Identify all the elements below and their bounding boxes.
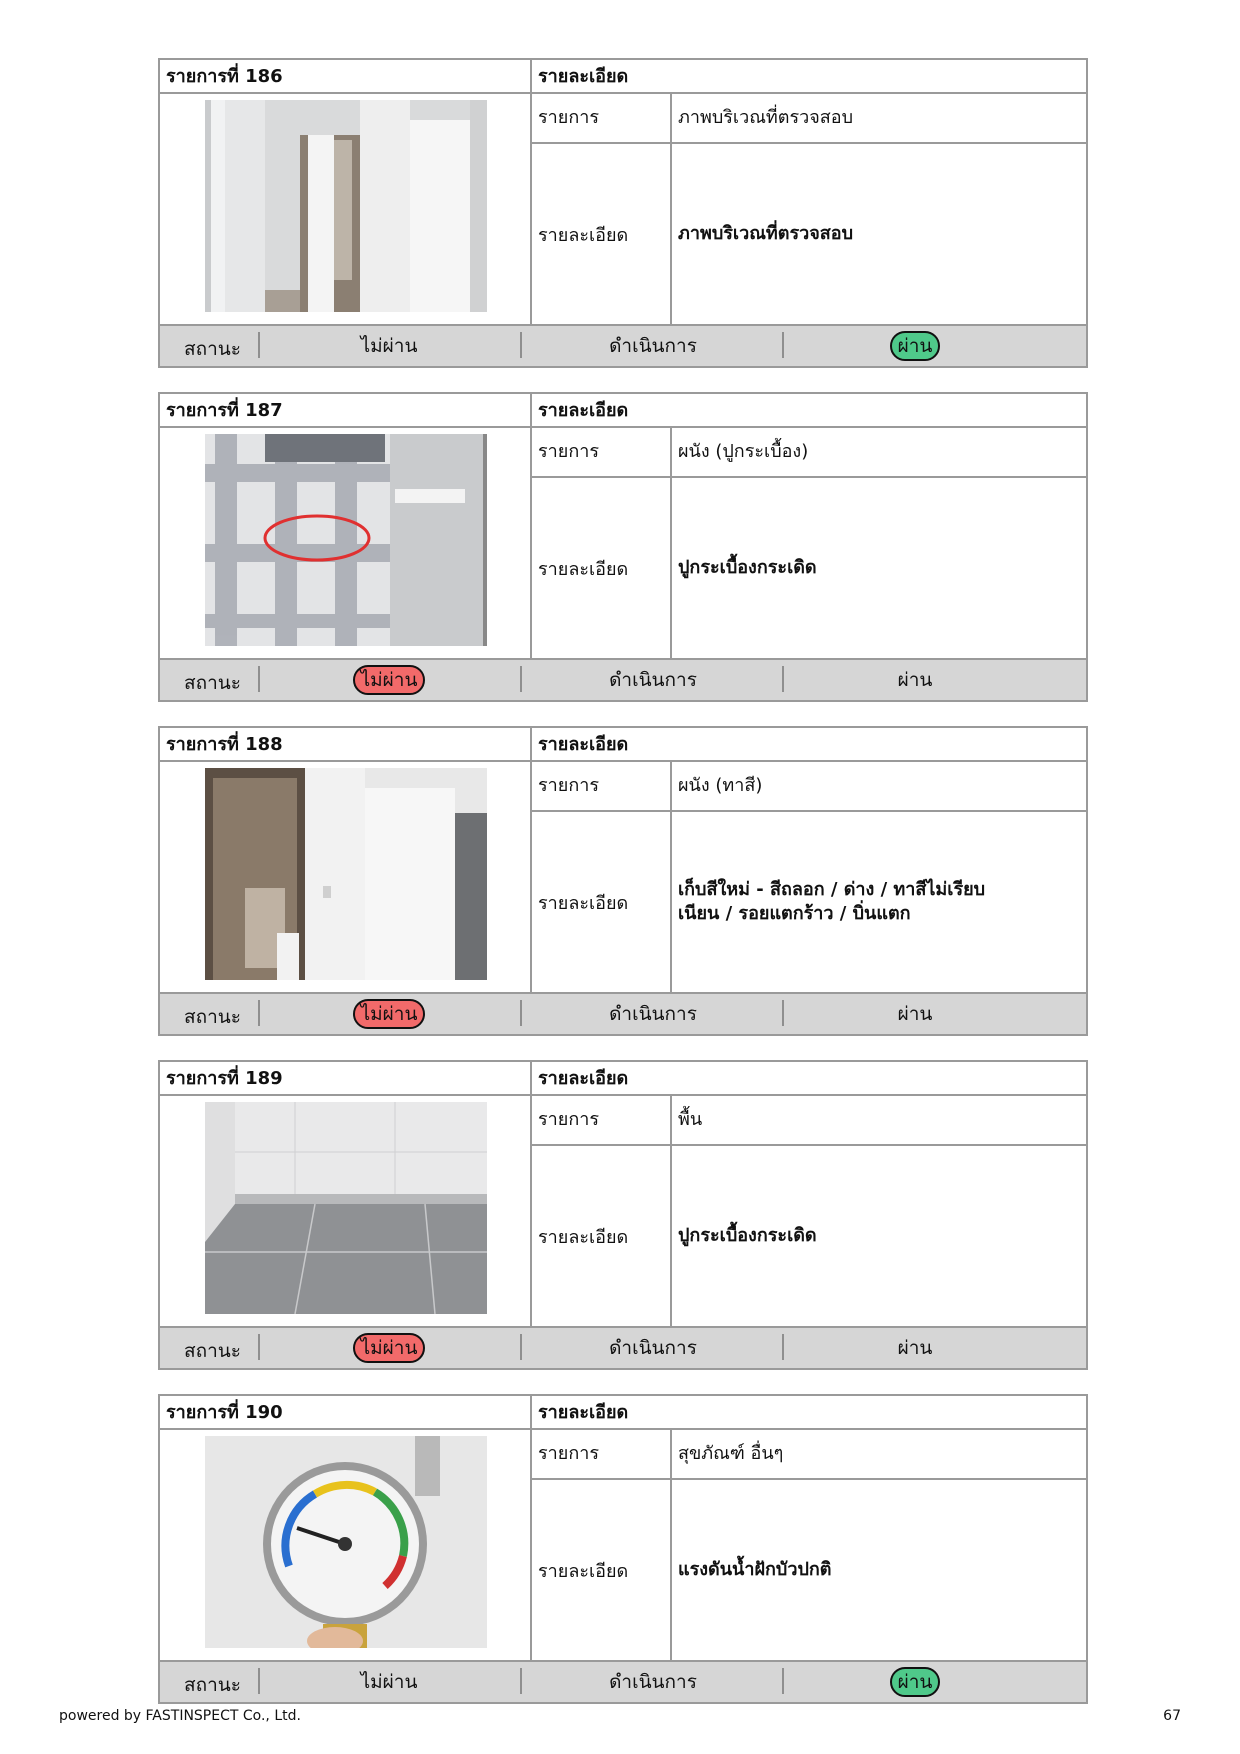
detail-value: เก็บสีใหม่ - สีถลอก / ด่าง / ทาสีไม่เรียบเนียน / รอยแตกร้าว / บิ่นแตก [678, 879, 986, 924]
detail-header: รายละเอียด [532, 60, 1086, 94]
status-in-progress-option[interactable]: ดำเนินการ [609, 1671, 697, 1693]
status-label: สถานะ [184, 1674, 241, 1696]
detail-value: ปูกระเบื้องกระเดิด [678, 557, 817, 578]
status-bar [160, 1660, 1086, 1702]
detail-label: รายละเอียด [532, 478, 672, 658]
status-pass-option[interactable] [784, 1662, 1046, 1702]
status-selected-pass: ผ่าน [890, 1667, 941, 1697]
item-value: พื้น [672, 1096, 1086, 1146]
item-title: รายการที่ 187 [160, 394, 532, 428]
detail-header: รายละเอียด [532, 728, 1086, 762]
inspection-photo[interactable] [205, 768, 487, 980]
item-value: สุขภัณฑ์ อื่นๆ [672, 1430, 1086, 1480]
photo-cell [160, 762, 532, 992]
inspection-card-186 [158, 58, 1088, 368]
status-fail-option[interactable] [258, 660, 520, 700]
status-in-progress-option[interactable]: ดำเนินการ [609, 335, 697, 357]
detail-label: รายละเอียด [532, 1480, 672, 1660]
item-title: รายการที่ 188 [160, 728, 532, 762]
status-in-progress-option[interactable]: ดำเนินการ [609, 669, 697, 691]
status-fail-option[interactable]: ไม่ผ่าน [360, 335, 418, 357]
status-label: สถานะ [184, 672, 241, 694]
item-value: ผนัง (ปูกระเบื้อง) [672, 428, 1086, 478]
detail-header: รายละเอียด [532, 394, 1086, 428]
item-value: ผนัง (ทาสี) [672, 762, 1086, 812]
item-label: รายการ [532, 1096, 672, 1146]
status-selected-fail: ไม่ผ่าน [353, 999, 426, 1029]
status-selected-fail: ไม่ผ่าน [353, 665, 426, 695]
status-bar [160, 658, 1086, 700]
page-number: 67 [1163, 1708, 1181, 1724]
status-pass-option[interactable]: ผ่าน [897, 1003, 933, 1025]
detail-value: ปูกระเบื้องกระเดิด [678, 1225, 817, 1246]
detail-label: รายละเอียด [532, 144, 672, 324]
item-title: รายการที่ 186 [160, 60, 532, 94]
inspection-photo[interactable] [205, 1436, 487, 1648]
status-fail-option[interactable]: ไม่ผ่าน [360, 1671, 418, 1693]
status-selected-pass: ผ่าน [890, 331, 941, 361]
status-in-progress-option[interactable]: ดำเนินการ [609, 1337, 697, 1359]
status-fail-option[interactable] [258, 1328, 520, 1368]
item-title: รายการที่ 189 [160, 1062, 532, 1096]
status-bar [160, 324, 1086, 366]
inspection-photo[interactable] [205, 434, 487, 646]
item-label: รายการ [532, 94, 672, 144]
inspection-card-190 [158, 1394, 1088, 1704]
detail-value: แรงดันน้ำฝักบัวปกติ [678, 1559, 832, 1580]
status-pass-option[interactable]: ผ่าน [897, 1337, 933, 1359]
inspection-card-187 [158, 392, 1088, 702]
status-label: สถานะ [184, 1006, 241, 1028]
status-label: สถานะ [184, 1340, 241, 1362]
status-in-progress-option[interactable]: ดำเนินการ [609, 1003, 697, 1025]
item-label: รายการ [532, 1430, 672, 1480]
inspection-photo[interactable] [205, 1102, 487, 1314]
item-title: รายการที่ 190 [160, 1396, 532, 1430]
photo-cell [160, 1430, 532, 1660]
footer-powered-by: powered by FASTINSPECT Co., Ltd. [59, 1708, 301, 1724]
item-value: ภาพบริเวณที่ตรวจสอบ [672, 94, 1086, 144]
inspection-card-188 [158, 726, 1088, 1036]
photo-cell [160, 1096, 532, 1326]
inspection-photo[interactable] [205, 100, 487, 312]
detail-header: รายละเอียด [532, 1062, 1086, 1096]
status-bar [160, 992, 1086, 1034]
status-bar [160, 1326, 1086, 1368]
detail-label: รายละเอียด [532, 812, 672, 992]
photo-cell [160, 428, 532, 658]
status-pass-option[interactable]: ผ่าน [897, 669, 933, 691]
photo-cell [160, 94, 532, 324]
status-label: สถานะ [184, 338, 241, 360]
status-fail-option[interactable] [258, 994, 520, 1034]
item-label: รายการ [532, 428, 672, 478]
inspection-card-189 [158, 1060, 1088, 1370]
item-label: รายการ [532, 762, 672, 812]
status-selected-fail: ไม่ผ่าน [353, 1333, 426, 1363]
detail-header: รายละเอียด [532, 1396, 1086, 1430]
detail-label: รายละเอียด [532, 1146, 672, 1326]
detail-value: ภาพบริเวณที่ตรวจสอบ [678, 223, 853, 244]
status-pass-option[interactable] [784, 326, 1046, 366]
